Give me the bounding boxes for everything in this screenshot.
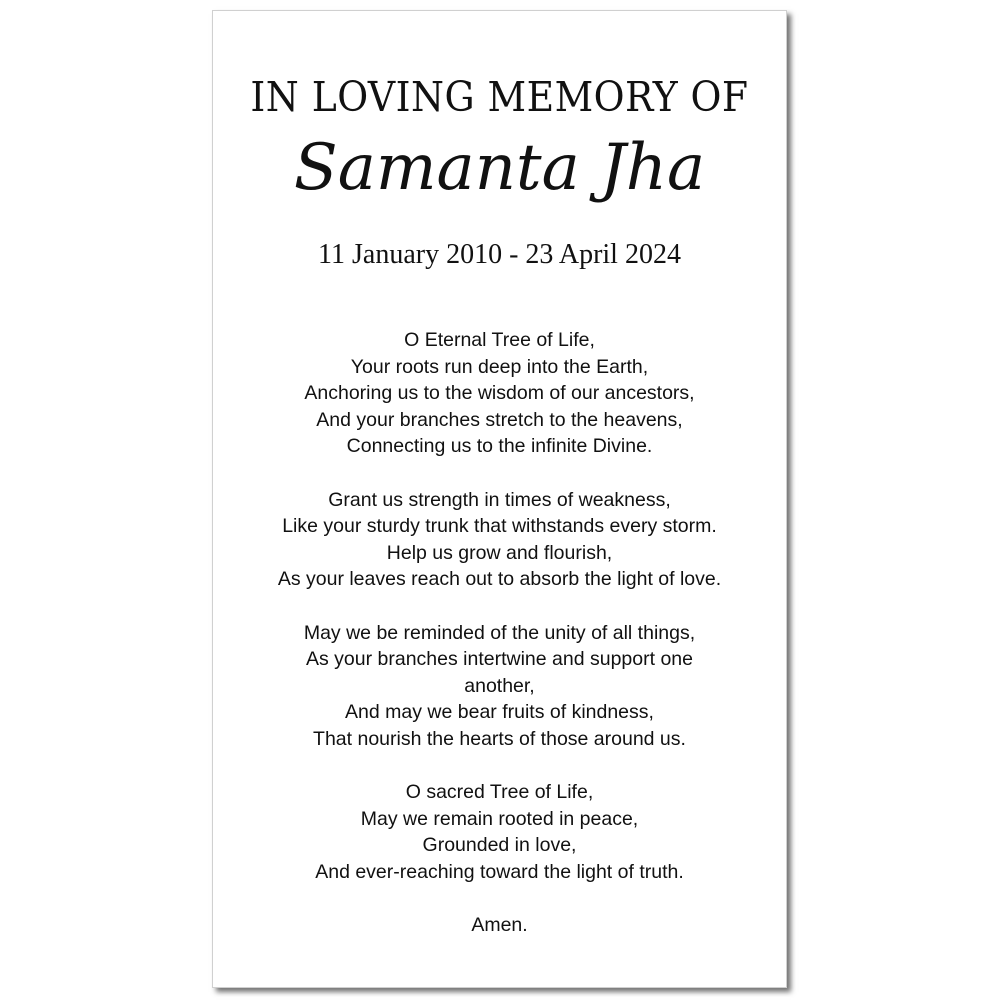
poem-line: And may we bear fruits of kindness,: [345, 701, 654, 723]
poem-line: As your branches intertwine and support one: [306, 648, 693, 670]
poem-line: another,: [464, 674, 535, 697]
stanza: [243, 779, 756, 885]
poem-line: And your branches stretch to the heavens,: [316, 408, 683, 431]
poem-line: Grant us strength in times of weakness,: [328, 488, 671, 511]
poem-line: And ever-reaching toward the light of truth.: [315, 860, 684, 883]
stanza: [243, 487, 756, 593]
poem-line: Connecting us to the infinite Divine.: [346, 435, 653, 457]
prayer-poem: [243, 327, 756, 939]
stanza: [243, 327, 756, 460]
poem-line: Anchoring us to the wisdom of our ancestors,: [304, 382, 695, 404]
poem-line: May we be reminded of the unity of all things,: [303, 621, 696, 644]
poem-line: Help us grow and flourish,: [386, 541, 613, 564]
poem-line: Like your sturdy trunk that withstands every storm.: [282, 515, 717, 537]
poem-line: O Eternal Tree of Life,: [404, 329, 595, 351]
memorial-heading: IN LOVING MEMORY OF: [250, 73, 749, 121]
poem-line: Your roots run deep into the Earth,: [350, 355, 649, 378]
deceased-name: Samanta Jha: [293, 131, 706, 205]
stanza: [243, 620, 756, 753]
poem-line: O sacred Tree of Life,: [405, 781, 594, 803]
poem-line: May we remain rooted in peace,: [360, 807, 639, 830]
poem-line: As your leaves reach out to absorb the light of love.: [277, 568, 722, 590]
memorial-card: [212, 10, 787, 988]
closing-amen: Amen.: [471, 914, 528, 936]
poem-line: Grounded in love,: [422, 834, 577, 856]
life-dates: 11 January 2010 - 23 April 2024: [318, 239, 681, 270]
poem-line: That nourish the hearts of those around us.: [313, 727, 686, 750]
